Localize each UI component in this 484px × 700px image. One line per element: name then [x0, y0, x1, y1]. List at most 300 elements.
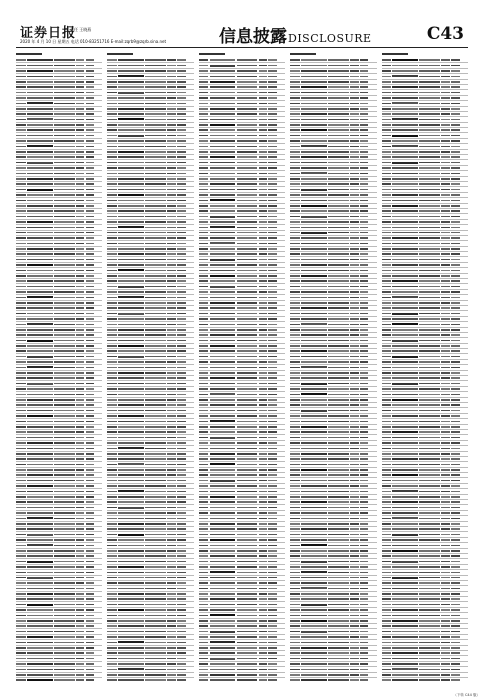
table-cell [145, 415, 166, 417]
table-cell [259, 297, 268, 299]
table-cell [268, 194, 277, 196]
table-cell [54, 248, 75, 250]
table-cell [360, 227, 369, 229]
table-cell [118, 588, 144, 590]
table-cell [118, 555, 144, 557]
table-cell [86, 658, 95, 660]
table-cell [118, 113, 144, 115]
table-cell [290, 426, 300, 428]
table-cell [259, 367, 268, 369]
table-cell [382, 566, 392, 568]
table-cell [16, 264, 26, 266]
table-cell [177, 297, 186, 299]
table-cell [237, 189, 258, 191]
table-cell [360, 410, 369, 412]
table-cell [177, 528, 186, 530]
table-cell [16, 609, 26, 611]
table-cell [392, 636, 418, 638]
table-cell [237, 469, 258, 471]
table-cell [199, 604, 209, 606]
table-cell [16, 205, 26, 207]
table-cell [290, 216, 300, 218]
table-cell [167, 636, 176, 638]
page-number: C43 [426, 24, 464, 44]
table-cell [259, 555, 268, 557]
table-cell [268, 129, 277, 131]
table-cell [328, 448, 349, 450]
table-cell [392, 431, 418, 433]
table-cell [167, 399, 176, 401]
table-cell [382, 253, 392, 255]
table-cell [167, 318, 176, 320]
table-cell [259, 248, 268, 250]
table-cell [177, 350, 186, 352]
table-cell [210, 216, 236, 218]
table-cell [177, 458, 186, 460]
table-cell [290, 404, 300, 406]
table-cell [392, 512, 418, 514]
table-cell [328, 399, 349, 401]
table-cell [167, 367, 176, 369]
table-cell [16, 458, 26, 460]
table-cell [16, 593, 26, 595]
table-cell [350, 658, 359, 660]
table-cell [118, 81, 144, 83]
table-cell [419, 205, 440, 207]
table-cell [86, 620, 95, 622]
table-cell [54, 210, 75, 212]
table-cell [27, 334, 53, 336]
table-cell [199, 669, 209, 671]
table-cell [360, 496, 369, 498]
table-cell [107, 173, 117, 175]
table-cell [382, 448, 392, 450]
table-cell [167, 140, 176, 142]
table-cell [16, 625, 26, 627]
table-cell [259, 588, 268, 590]
table-cell [54, 437, 75, 439]
table-cell [210, 70, 236, 72]
table-cell [210, 119, 236, 121]
table-cell [86, 200, 95, 202]
table-cell [16, 167, 26, 169]
table-cell [328, 669, 349, 671]
table-cell [177, 227, 186, 229]
table-cell [328, 572, 349, 574]
table-cell [451, 496, 460, 498]
table-cell [392, 151, 418, 153]
table-cell [54, 345, 75, 347]
table-cell [290, 146, 300, 148]
table-cell [382, 151, 392, 153]
table-cell [328, 534, 349, 536]
table-cell [419, 167, 440, 169]
table-cell [259, 232, 268, 234]
table-cell [199, 81, 209, 83]
table-cell [76, 604, 85, 606]
table-cell [167, 280, 176, 282]
table-cell [27, 544, 53, 546]
table-cell [145, 421, 166, 423]
table-cell [145, 679, 166, 681]
table-cell [350, 103, 359, 105]
table-cell [301, 232, 327, 234]
table-cell [210, 448, 236, 450]
table-cell [177, 81, 186, 83]
table-cell [301, 663, 327, 665]
table-cell [54, 140, 75, 142]
table-cell [210, 647, 236, 649]
table-cell [392, 453, 418, 455]
table-cell [16, 415, 26, 417]
table-cell [16, 232, 26, 234]
table-cell [27, 588, 53, 590]
table-cell [237, 577, 258, 579]
table-cell [360, 598, 369, 600]
table-cell [290, 431, 300, 433]
table-cell [27, 528, 53, 530]
table-cell [268, 388, 277, 390]
table-cell [451, 140, 460, 142]
table-cell [350, 561, 359, 563]
table-cell [210, 496, 236, 498]
table-cell [441, 227, 450, 229]
table-cell [301, 81, 327, 83]
table-cell [301, 329, 327, 331]
table-cell [145, 561, 166, 563]
table-cell [451, 237, 460, 239]
table-cell [27, 118, 53, 120]
table-cell [54, 448, 75, 450]
table-cell [392, 259, 418, 261]
table-cell [328, 97, 349, 99]
table-cell [177, 173, 186, 175]
table-cell [76, 65, 85, 67]
table-cell [301, 356, 327, 358]
table-cell [237, 539, 258, 541]
table-cell [301, 491, 327, 493]
table-cell [145, 647, 166, 649]
table-cell [419, 129, 440, 131]
table-cell [392, 528, 418, 530]
table-cell [360, 523, 369, 525]
table-cell [268, 146, 277, 148]
table-cell [259, 286, 268, 288]
table-cell [118, 652, 144, 654]
table-cell [199, 561, 209, 563]
table-cell [441, 135, 450, 137]
table-cell [419, 652, 440, 654]
table-cell [118, 135, 144, 137]
table-cell [441, 604, 450, 606]
table-cell [350, 507, 359, 509]
table-cell [177, 270, 186, 272]
table-cell [259, 518, 268, 520]
table-cell [350, 307, 359, 309]
table-cell [392, 598, 418, 600]
table-cell [86, 469, 95, 471]
table-cell [360, 76, 369, 78]
table-cell [86, 550, 95, 552]
table-cell [107, 539, 117, 541]
table-cell [259, 410, 268, 412]
table-cell [167, 669, 176, 671]
table-cell [237, 474, 258, 476]
table-cell [350, 582, 359, 584]
table-cell [210, 545, 236, 547]
table-cell [451, 377, 460, 379]
table-cell [419, 631, 440, 633]
table-cell [290, 86, 300, 88]
table-cell [86, 205, 95, 207]
table-cell [16, 674, 26, 676]
table-cell [268, 124, 277, 126]
table-cell [301, 571, 327, 573]
table-cell [76, 76, 85, 78]
table-cell [27, 631, 53, 633]
table-cell [301, 307, 327, 309]
table-cell [118, 221, 144, 223]
table-cell [54, 70, 75, 72]
table-cell [328, 674, 349, 676]
table-cell [259, 404, 268, 406]
table-cell [177, 253, 186, 255]
table-cell [145, 345, 166, 347]
table-cell [107, 647, 117, 649]
table-cell [290, 566, 300, 568]
table-cell [118, 518, 144, 520]
table-cell [177, 140, 186, 142]
table-cell [76, 329, 85, 331]
table-cell [350, 324, 359, 326]
table-cell [419, 448, 440, 450]
table-cell [382, 464, 392, 466]
table-cell [301, 507, 327, 509]
table-cell [54, 625, 75, 627]
table-cell [177, 194, 186, 196]
table-cell [167, 210, 176, 212]
table-cell [419, 124, 440, 126]
table-cell [392, 129, 418, 131]
table-cell [301, 415, 327, 417]
table-cell [328, 442, 349, 444]
table-cell [54, 539, 75, 541]
table-cell [328, 647, 349, 649]
table-cell [76, 183, 85, 185]
table-cell [27, 647, 53, 649]
table-cell [145, 361, 166, 363]
table-cell [199, 658, 209, 660]
table-cell [451, 302, 460, 304]
table-cell [177, 377, 186, 379]
table-cell [441, 367, 450, 369]
table-cell [301, 108, 327, 110]
table-cell [237, 280, 258, 282]
table-cell [301, 286, 327, 288]
table-cell [118, 156, 144, 158]
table-cell [259, 307, 268, 309]
table-cell [145, 129, 166, 131]
table-cell [118, 129, 144, 131]
table-cell [237, 545, 258, 547]
table-cell [107, 367, 117, 369]
table-cell [237, 448, 258, 450]
table-cell [382, 221, 392, 223]
table-cell [167, 642, 176, 644]
table-cell [167, 76, 176, 78]
table-cell [145, 469, 166, 471]
table-cell [268, 173, 277, 175]
table-cell [392, 555, 418, 557]
table-cell [199, 615, 209, 617]
table-cell [54, 523, 75, 525]
table-cell [86, 388, 95, 390]
table-cell [210, 329, 236, 331]
table-cell [118, 86, 144, 88]
table-cell [328, 464, 349, 466]
table-cell [107, 280, 117, 282]
table-cell [167, 221, 176, 223]
table-cell [167, 324, 176, 326]
table-cell [360, 129, 369, 131]
table-cell [27, 399, 53, 401]
table-cell [237, 318, 258, 320]
table-cell [118, 194, 144, 196]
table-cell [107, 620, 117, 622]
table-cell [86, 415, 95, 417]
table-cell [350, 501, 359, 503]
table-cell [107, 291, 117, 293]
table-cell [54, 162, 75, 164]
table-cell [199, 372, 209, 374]
table-cell [419, 162, 440, 164]
table-cell [199, 270, 209, 272]
table-cell [54, 555, 75, 557]
table-cell [177, 372, 186, 374]
table-cell [210, 307, 236, 309]
table-cell [237, 625, 258, 627]
table-cell [86, 173, 95, 175]
table-cell [301, 426, 327, 428]
table-cell [16, 577, 26, 579]
table-cell [290, 259, 300, 261]
table-cell [210, 507, 236, 509]
table-cell [350, 248, 359, 250]
table-cell [27, 674, 53, 676]
table-cell [360, 119, 369, 121]
table-cell [259, 566, 268, 568]
table-cell [392, 167, 418, 169]
table-cell [54, 566, 75, 568]
table-cell [382, 124, 392, 126]
table-cell [301, 485, 327, 487]
table-row [290, 678, 376, 682]
table-cell [360, 356, 369, 358]
table-cell [360, 113, 369, 115]
table-cell [199, 555, 209, 557]
table-cell [451, 545, 460, 547]
table-cell [54, 334, 75, 336]
table-cell [392, 517, 418, 519]
table-cell [392, 620, 418, 622]
table-cell [27, 259, 53, 261]
table-cell [54, 615, 75, 617]
table-cell [118, 189, 144, 191]
table-cell [145, 167, 166, 169]
table-cell [360, 669, 369, 671]
table-cell [107, 399, 117, 401]
table-cell [441, 350, 450, 352]
table-cell [86, 458, 95, 460]
table-cell [118, 269, 144, 271]
table-cell [328, 216, 349, 218]
table-cell [350, 642, 359, 644]
table-cell [392, 474, 418, 476]
table-cell [290, 270, 300, 272]
table-cell [328, 65, 349, 67]
table-cell [86, 399, 95, 401]
table-cell [210, 512, 236, 514]
table-cell [210, 65, 236, 67]
table-cell [441, 642, 450, 644]
table-cell [76, 81, 85, 83]
table-cell [419, 545, 440, 547]
table-cell [237, 232, 258, 234]
table-cell [54, 534, 75, 536]
table-cell [210, 113, 236, 115]
table-cell [86, 604, 95, 606]
table-cell [167, 200, 176, 202]
table-cell [210, 194, 236, 196]
table-cell [259, 437, 268, 439]
table-cell [107, 108, 117, 110]
table-cell [210, 463, 236, 465]
table-cell [259, 270, 268, 272]
table-cell [86, 442, 95, 444]
table-cell [16, 108, 26, 110]
table-cell [86, 539, 95, 541]
table-cell [27, 388, 53, 390]
table-cell [392, 86, 418, 88]
table-cell [328, 340, 349, 342]
table-cell [350, 539, 359, 541]
table-cell [419, 523, 440, 525]
table-cell [86, 647, 95, 649]
table-cell [177, 259, 186, 261]
dateline: 2020 年 4 月 10 日 星期五 电话 010-83251716 E-mail:zqrb9@zqrb.sina.net [20, 39, 167, 44]
table-cell [76, 275, 85, 277]
table-cell [328, 313, 349, 315]
table-cell [167, 275, 176, 277]
table-cell [259, 129, 268, 131]
table-cell [392, 205, 418, 207]
table-cell [392, 668, 418, 670]
table-cell [301, 124, 327, 126]
table-cell [259, 124, 268, 126]
table-cell [290, 129, 300, 131]
table-cell [210, 485, 236, 487]
table-cell [107, 227, 117, 229]
table-cell [290, 97, 300, 99]
table-cell [27, 318, 53, 320]
table-cell [360, 588, 369, 590]
table-cell [54, 588, 75, 590]
table-cell [16, 324, 26, 326]
table-cell [301, 388, 327, 390]
table-cell [237, 410, 258, 412]
table-cell [145, 275, 166, 277]
table-cell [76, 545, 85, 547]
